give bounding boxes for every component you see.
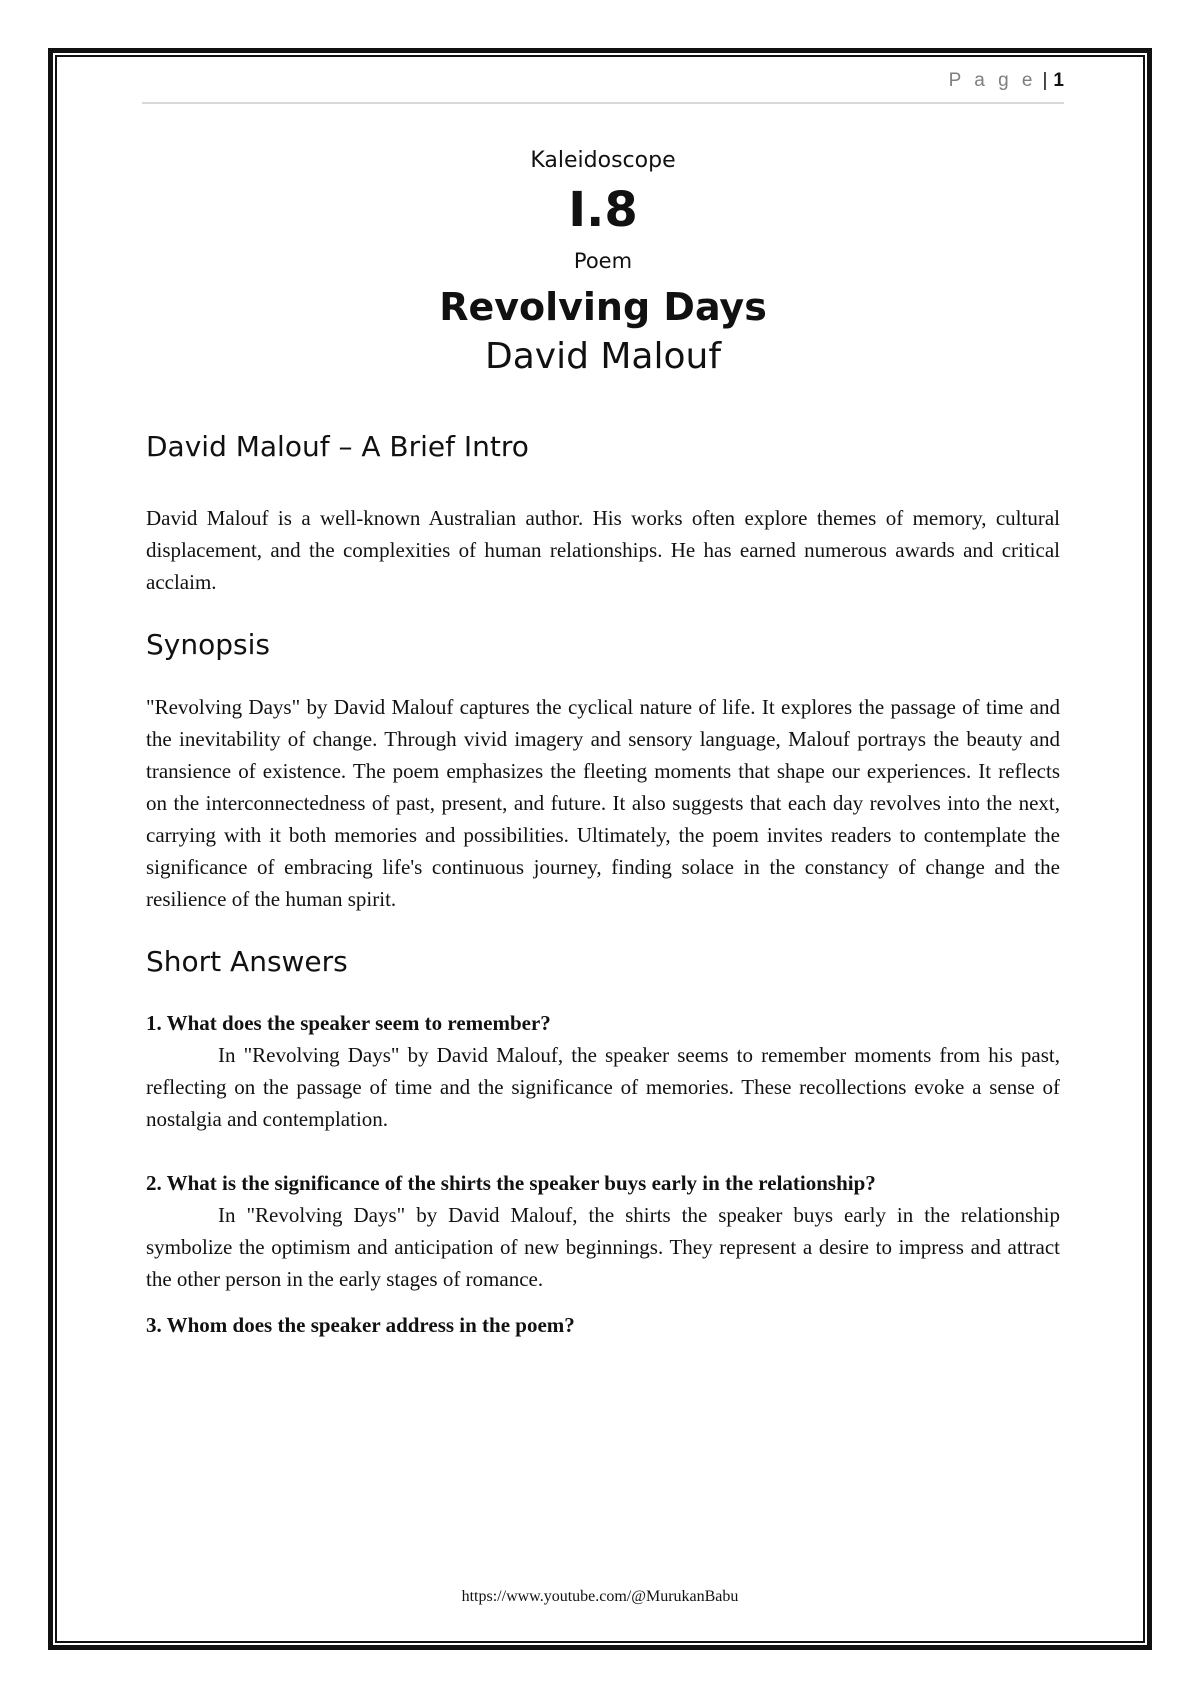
unit-number: I.8 <box>568 182 638 238</box>
answer-1: In "Revolving Days" by David Malouf, the speaker seems to remember moments from his past, reflecting on the passage of time and the significance of memories. These recollections evoke a sense of nostalgia and contemplation. <box>146 1042 1060 1131</box>
poem-title: Revolving Days <box>439 285 767 330</box>
genre-label: Poem <box>573 249 633 274</box>
qa-item-2 <box>146 1167 1060 1295</box>
book-title: Kaleidoscope <box>530 148 676 173</box>
question-2: 2. What is the significance of the shirts the speaker buys early in the relationship? <box>146 1170 876 1195</box>
synopsis-body: "Revolving Days" by David Malouf captures the cyclical nature of life. It explores the passage of time and the inevitability of change. Through vivid imagery and sensory language, Malouf portrays the beauty and transience of existence. The poem emphasizes the fleeting moments that shape our experiences. It reflects on the interconnectedness of past, present, and future. It also suggests that each day revolves into the next, carrying with it both memories and possibilities. Ultimately, the poem invites readers to contemplate the significance of embracing life's continuous journey, finding solace in the constancy of change and the resilience of the human spirit. <box>146 695 1060 912</box>
answer-2: In "Revolving Days" by David Malouf, the shirts the speaker buys early in the relationship symbolize the optimism and anticipation of new beginnings. They represent a desire to impress and attract the other person in the early stages of romance. <box>146 1202 1060 1291</box>
page-label: P a g e <box>948 70 1037 91</box>
qa-item-3 <box>146 1309 1060 1341</box>
short-answers-heading: Short Answers <box>146 945 348 979</box>
footer-url[interactable]: https://www.youtube.com/@MurukanBabu <box>461 1588 739 1605</box>
question-3: 3. Whom does the speaker address in the poem? <box>146 1312 575 1337</box>
qa-item-1 <box>146 1007 1060 1135</box>
page-number: 1 <box>1053 70 1064 91</box>
page-header <box>142 70 1064 104</box>
synopsis-heading: Synopsis <box>146 627 270 661</box>
intro-heading: David Malouf – A Brief Intro <box>146 430 529 464</box>
intro-body: David Malouf is a well-known Australian author. His works often explore themes of memory, cultural displacement, and the complexities of human relationships. He has earned numerous awards and critical acclaim. <box>146 505 1060 594</box>
header-divider: | <box>1042 70 1048 91</box>
question-1: 1. What does the speaker seem to remember? <box>146 1010 551 1035</box>
poem-author: David Malouf <box>484 335 722 377</box>
document-content <box>146 140 1060 1341</box>
